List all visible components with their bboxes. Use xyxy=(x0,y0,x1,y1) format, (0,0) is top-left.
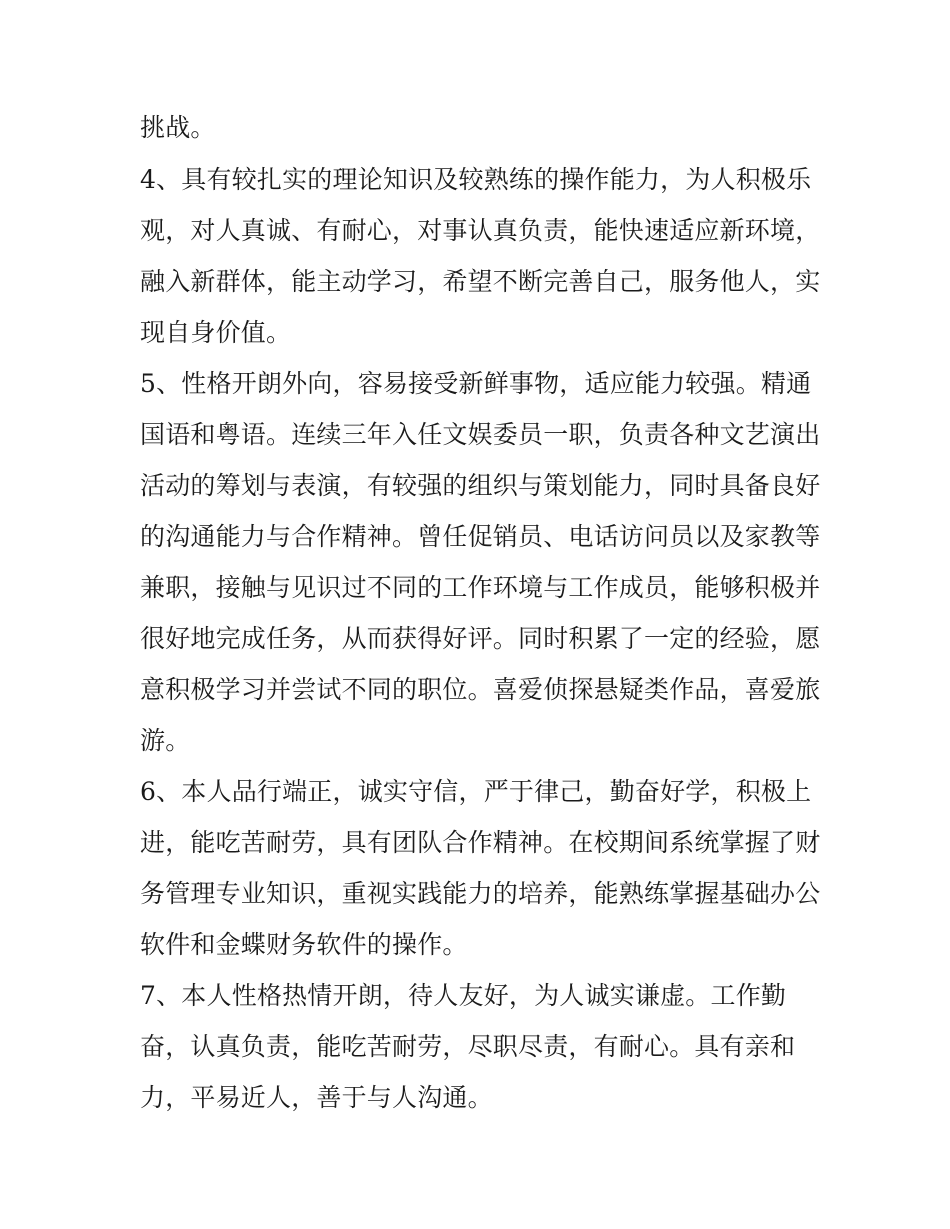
text-line: 6、本人品行端正，诚实守信，严于律己，勤奋好学，积极上 xyxy=(140,777,812,806)
text-line: 意积极学习并尝试不同的职位。喜爱侦探悬疑类作品，喜爱旅 xyxy=(140,675,821,704)
text-line: 活动的筹划与表演，有较强的组织与策划能力，同时具备良好 xyxy=(140,471,821,500)
text-line: 务管理专业知识，重视实践能力的培养，能熟练掌握基础办公 xyxy=(140,879,821,908)
text-line: 兼职，接触与见识过不同的工作环境与工作成员，能够积极并 xyxy=(140,573,821,602)
text-line: 奋，认真负责，能吃苦耐劳，尽职尽责，有耐心。具有亲和 xyxy=(140,1032,796,1061)
text-line: 软件和金蝶财务软件的操作。 xyxy=(140,930,468,959)
text-line: 国语和粤语。连续三年入任文娱委员一职，负责各种文艺演出 xyxy=(140,420,821,449)
text-line: 4、具有较扎实的理论知识及较熟练的操作能力，为人积极乐 xyxy=(140,165,812,194)
text-line: 力，平易近人，善于与人沟通。 xyxy=(140,1083,493,1112)
text-line: 的沟通能力与合作精神。曾任促销员、电话访问员以及家教等 xyxy=(140,522,821,551)
text-line: 现自身价值。 xyxy=(140,318,292,347)
text-line: 7、本人性格热情开朗，待人友好，为人诚实谦虚。工作勤 xyxy=(140,981,787,1010)
text-line: 5、性格开朗外向，容易接受新鲜事物，适应能力较强。精通 xyxy=(140,369,812,398)
text-line: 挑战。 xyxy=(140,113,216,142)
text-line: 融入新群体，能主动学习，希望不断完善自己，服务他人，实 xyxy=(140,267,821,296)
text-line: 游。 xyxy=(140,726,191,755)
text-line: 观，对人真诚、有耐心，对事认真负责，能快速适应新环境， xyxy=(140,216,821,245)
text-line: 很好地完成任务，从而获得好评。同时积累了一定的经验，愿 xyxy=(140,624,821,653)
text-line: 进，能吃苦耐劳，具有团队合作精神。在校期间系统掌握了财 xyxy=(140,828,821,857)
